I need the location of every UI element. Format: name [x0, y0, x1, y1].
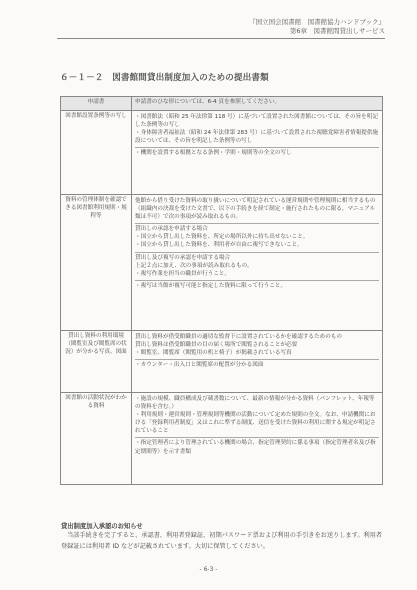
table-row	[61, 331, 383, 393]
content-block	[135, 280, 379, 291]
row-content	[132, 195, 383, 331]
content-block	[135, 196, 379, 222]
row-label: 図書館の活動状況がわかる資料	[61, 393, 132, 485]
content-line: 貸出し資料は借受館職員の目の届く場所で閲覧されることが必要	[135, 342, 298, 349]
content-line: 他館から借り受けた資料の取り扱いについて明記されている運営規則や管理規則に相当するもの（組織内の決裁を受けた文書で、以下の手続きを経て制定・施行されたものに限る。マニュアル類は不可）で次の事項が読み取れるもの。	[135, 198, 376, 221]
content-block	[135, 394, 379, 436]
content-line: ・図書館法（昭和 25 年法律第 118 号）に基づいて設置された図書館については、その旨を明記した条例等の写し	[135, 114, 378, 129]
content-line: ・複写作業を担当の職員が行うこと。	[135, 270, 231, 277]
content-block	[135, 359, 379, 370]
column-header: 申請書	[61, 97, 132, 111]
book-title: 『国立国会図書館 図書館協力ハンドブック』	[249, 18, 385, 26]
header-divider	[57, 38, 385, 39]
table-header-row	[61, 97, 383, 111]
running-header	[249, 18, 385, 36]
table-row	[61, 393, 383, 485]
content-line: 上記２点に加え、次の事項が読み取れるもの。	[135, 262, 253, 269]
chapter-title: 第6章 図書館間貸出しサービス	[289, 27, 385, 35]
content-line: 貸出し資料が借受館職員の適切な監督下に設置されているかを確認するためのもの	[135, 334, 342, 340]
column-header: 申請書のひな形については、6-4 頁を参照してください。	[132, 97, 383, 111]
row-content	[132, 393, 383, 485]
content-line: 貸出しの承認を申請する場合	[135, 226, 208, 233]
content-line: ・カウンター・出入口と閲覧席の配置が分かる図面	[135, 362, 264, 369]
content-block	[135, 437, 379, 456]
content-line: ・指定管理者により管理されている機関の場合、指定管理契約に係る事項（指定管理者名及び指定期間等）を示す書類	[135, 440, 376, 455]
content-line: ・機関を設置する根拠となる条例・学則・規則等の全文の写し	[135, 150, 292, 157]
content-line: ・閲覧室、閲覧席（閲覧用の机と椅子）が掲載されている写真	[135, 350, 292, 357]
section-title: ６－１－２ 図書館間貸出制度加入のための提出書類	[60, 73, 269, 83]
content-block	[135, 147, 379, 158]
content-block	[135, 332, 379, 358]
content-block	[135, 223, 379, 250]
content-line: ・利用規則・運営規則・管理規則等機関の活動について定めた規則の全文。なお、申請機関における「登録利用者制度」又はこれに準ずる制度、送信を受けた資料の利用に関する規定が明記されていること	[135, 412, 376, 435]
row-content	[132, 331, 383, 393]
row-label: 貸出し資料の利用環境（閲覧室及び閲覧席の状況）が分かる写真、図面	[61, 331, 132, 393]
notice-title: 貸出制度加入承認のお知らせ	[61, 523, 143, 530]
content-line: 貸出し及び複写の承認を申請する場合	[135, 254, 231, 261]
content-line: ・施設の規模、職員構成及び蔵書数について、最新の情報が分かる資料（パンフレット、年報等の資料を含む。）	[135, 396, 375, 411]
row-label: 資料の管理体制を確認できる図書館利用規則・規程等	[61, 195, 132, 331]
content-line: ・身体障害者福祉法（昭和 24 年法律第 283 号）に基づいて設置された視聴覚障害者情報提供施設については、その旨を明記した条例等の写し	[135, 130, 379, 145]
content-line: ・国立から貸し出した資料を、所定の場所以外に持ち出せないこと。	[135, 234, 309, 241]
notice-body: 当該手続きを完了すると、承認書、利用者登録証、初期パスワード票および利用の手引きをお送りします。利用者登録証には利用者 ID などが記載されています。大切に保管してください。	[61, 532, 383, 550]
required-documents-table	[60, 96, 383, 485]
page-number: - 6-3 -	[199, 566, 218, 573]
table-row	[61, 111, 383, 195]
table-row	[61, 195, 383, 331]
content-block	[135, 252, 379, 279]
row-label: 図書館設置条例等の写し	[61, 111, 132, 195]
content-block	[135, 112, 379, 146]
content-line: ・複写は当館が複写可能と指定した資料に限って行うこと。	[135, 282, 287, 289]
content-line: ・国立から貸し出した資料を、利用者が自由に複写できないこと。	[135, 242, 303, 249]
row-content	[132, 111, 383, 195]
